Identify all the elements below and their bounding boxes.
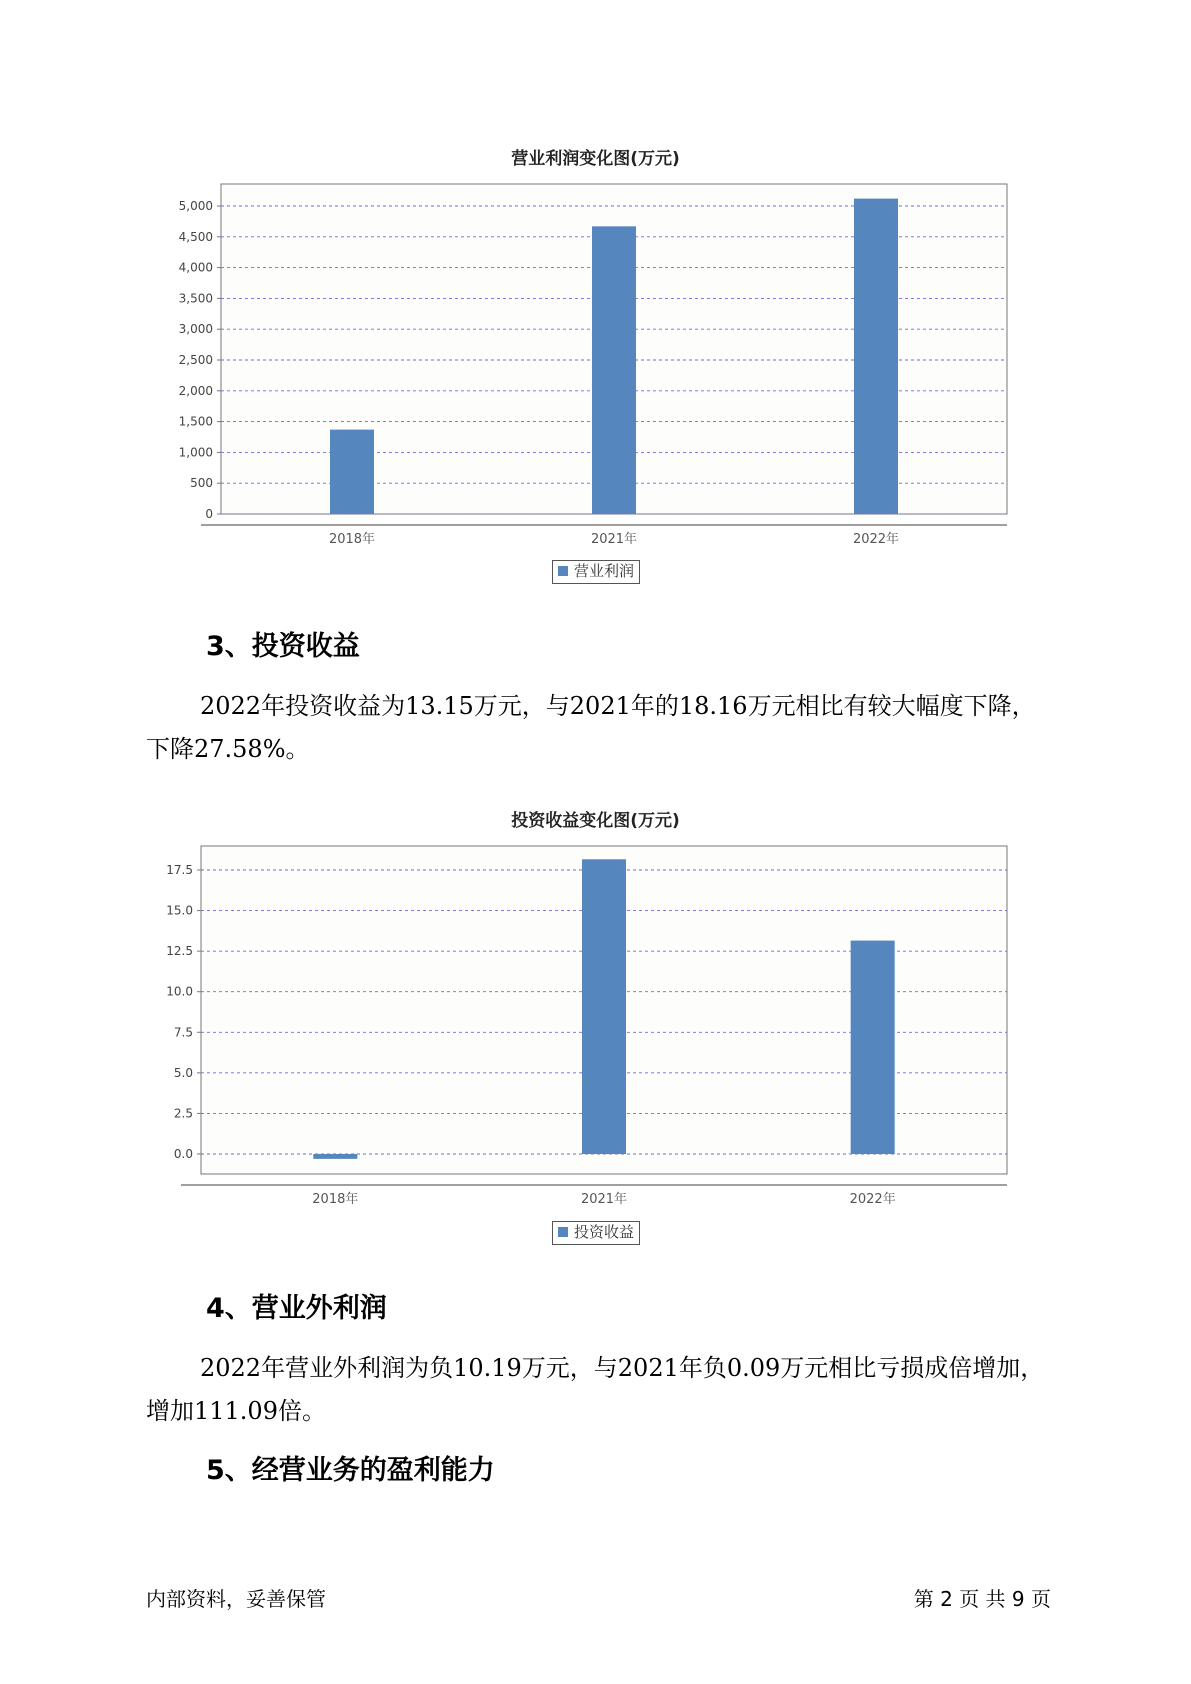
section-3-paragraph: 2022年投资收益为13.15万元，与2021年的18.16万元相比有较大幅度下降，下降27.58%。 <box>146 692 1036 763</box>
x-tick-label: 2022年 <box>852 532 900 547</box>
legend-label: 投资收益 <box>574 1223 635 1241</box>
y-tick-label: 15.0 <box>166 903 193 918</box>
x-tick-label: 2022年 <box>849 1192 896 1207</box>
x-tick-label: 2018年 <box>328 532 376 547</box>
legend-swatch <box>558 1227 568 1237</box>
bar <box>313 1154 357 1159</box>
y-tick-label: 0 <box>205 507 213 521</box>
y-tick-label: 0.0 <box>173 1147 193 1161</box>
chart-title-investment-income: 投资收益变化图(万元) <box>511 811 680 831</box>
y-tick-label: 3,500 <box>178 291 213 306</box>
y-tick-label: 2.5 <box>173 1106 193 1121</box>
legend-investment-income <box>552 1221 640 1245</box>
y-tick-label: 4,500 <box>178 229 213 244</box>
page-number: 第 2 页 共 9 页 <box>913 1587 1051 1611</box>
x-tick-label: 2018年 <box>312 1192 359 1207</box>
y-tick-label: 500 <box>190 476 213 491</box>
bar <box>851 941 895 1154</box>
section-4-heading: 4、营业外利润 <box>206 1293 387 1324</box>
section-4-paragraph: 2022年营业外利润为负10.19万元，与2021年负0.09万元相比亏损成倍增加，增加111.09倍。 <box>146 1354 1045 1425</box>
y-tick-label: 2,500 <box>178 353 213 367</box>
y-tick-label: 1,000 <box>178 445 213 460</box>
x-tick-label: 2021年 <box>580 1192 628 1207</box>
y-tick-label: 5.0 <box>173 1065 193 1080</box>
y-tick-label: 2,000 <box>178 383 213 398</box>
section-5-heading: 5、经营业务的盈利能力 <box>206 1455 495 1486</box>
chart-title-operating-profit: 营业利润变化图(万元) <box>511 149 680 169</box>
y-tick-label: 7.5 <box>173 1025 193 1040</box>
section-3-heading: 3、投资收益 <box>206 631 360 662</box>
y-tick-label: 3,000 <box>178 322 213 337</box>
footer-note: 内部资料，妥善保管 <box>146 1587 326 1611</box>
y-tick-label: 10.0 <box>166 984 193 999</box>
x-tick-label: 2021年 <box>590 532 638 547</box>
y-tick-label: 12.5 <box>166 944 193 959</box>
y-tick-label: 5,000 <box>178 199 213 213</box>
y-tick-label: 17.5 <box>166 863 193 877</box>
y-tick-label: 1,500 <box>178 414 213 429</box>
y-tick-label: 4,000 <box>178 260 213 275</box>
bar <box>582 859 626 1154</box>
legend-label: 营业利润 <box>574 562 635 580</box>
